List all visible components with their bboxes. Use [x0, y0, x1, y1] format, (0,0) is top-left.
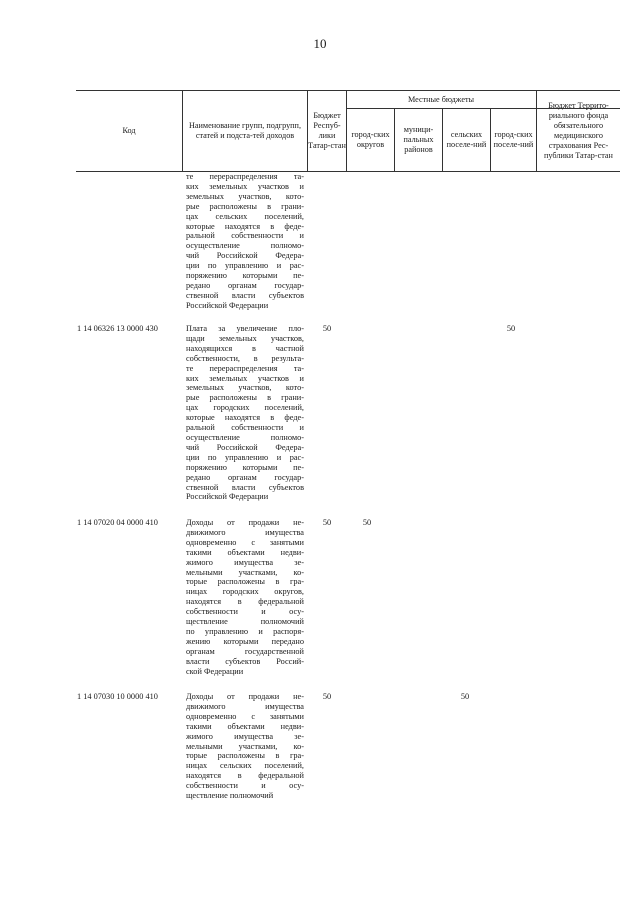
revenue-code: 1 14 07030 10 0000 410: [77, 692, 158, 701]
table-row: [76, 518, 620, 692]
revenue-name: [186, 172, 304, 311]
revenue-name-line: ких земельных участков и: [186, 373, 304, 383]
revenue-name-line: жимого имущества зе-: [186, 557, 304, 567]
revenue-name-line: поряжению которыми пе-: [186, 271, 304, 281]
revenue-name-line: те перераспределения та-: [186, 172, 304, 181]
revenue-name-line: собственности и осу-: [186, 607, 304, 617]
revenue-name: [186, 518, 304, 677]
revenue-name-line: одновременно с занятыми: [186, 537, 304, 547]
header-name: Наименование групп, подгрупп, статей и подста-тей доходов: [188, 121, 301, 140]
revenue-name-line: ственной власти субъектов: [186, 290, 304, 300]
revenue-name-line: рые расположены в грани-: [186, 393, 304, 403]
revenue-name-line: чий Российской Федера-: [186, 251, 304, 261]
revenue-code: 1 14 06326 13 0000 430: [77, 324, 158, 333]
revenue-name-line: ральной собственности и: [186, 423, 304, 433]
value-rural: 50: [460, 692, 470, 701]
revenue-name-line: одновременно с занятыми: [186, 711, 304, 721]
header-budget-rt: Бюджет Респуб-лики Татар-стан: [308, 111, 346, 150]
header-code: Код: [122, 126, 136, 135]
revenue-name-line: Доходы от продажи не-: [186, 518, 304, 527]
header-rural-settlements: сельских поселе-ний: [446, 129, 487, 149]
revenue-name: [186, 692, 304, 801]
revenue-name-line: ции по управлению и рас-: [186, 261, 304, 271]
revenue-name-line: которые находятся в феде-: [186, 413, 304, 423]
table-header: [76, 90, 620, 172]
revenue-name-line: ществление полномочий: [186, 791, 274, 801]
table-row: [76, 324, 620, 518]
revenue-name-line: Плата за увеличение пло-: [186, 324, 304, 333]
revenue-name-line: ницах городских округов,: [186, 587, 304, 597]
header-local-budgets: Местные бюджеты: [407, 94, 475, 104]
header-municipal-districts: муници-пальных районов: [403, 124, 434, 154]
revenue-name-line: такими объектами недви-: [186, 721, 304, 731]
revenue-name-line: торые расположены в гра-: [186, 577, 304, 587]
revenue-name-line: находятся в федеральной: [186, 771, 304, 781]
revenue-name-line: ральной собственности и: [186, 231, 304, 241]
revenue-name-line: мельными участками, ко-: [186, 741, 304, 751]
revenue-name-line: торые расположены в гра-: [186, 751, 304, 761]
revenue-name-line: органам государственной: [186, 646, 304, 656]
revenue-name-line: редано органам государ-: [186, 280, 304, 290]
revenue-name-line: жению которыми передано: [186, 636, 304, 646]
revenue-name-line: жимого имущества зе-: [186, 731, 304, 741]
revenue-name-line: собственности и осу-: [186, 781, 304, 791]
revenue-name-line: движимого имущества: [186, 701, 304, 711]
revenue-name-line: по управлению и распоря-: [186, 626, 304, 636]
revenue-name-line: земельных участков, кото-: [186, 383, 304, 393]
revenue-name: [186, 324, 304, 502]
revenue-table: [76, 90, 620, 832]
revenue-name-line: осуществление полномо-: [186, 241, 304, 251]
page-number: 10: [313, 36, 327, 51]
value-budget-rt: 50: [322, 324, 332, 333]
revenue-name-line: ской Федерации: [186, 666, 244, 676]
revenue-name-line: ственной власти субъектов: [186, 482, 304, 492]
value-city: 50: [362, 518, 372, 527]
revenue-name-line: находятся в федеральной: [186, 597, 304, 607]
revenue-name-line: рые расположены в грани-: [186, 201, 304, 211]
revenue-name-line: такими объектами недви-: [186, 547, 304, 557]
revenue-name-line: находящихся в частной: [186, 343, 304, 353]
value-urban: 50: [506, 324, 516, 333]
revenue-name-line: ких земельных участков и: [186, 181, 304, 191]
revenue-name-line: которые находятся в феде-: [186, 221, 304, 231]
value-budget-rt: 50: [322, 518, 332, 527]
revenue-code: 1 14 07020 04 0000 410: [77, 518, 158, 527]
revenue-name-line: чий Российской Федера-: [186, 442, 304, 452]
revenue-name-line: Доходы от продажи не-: [186, 692, 304, 701]
revenue-name-line: земельных участков, кото-: [186, 191, 304, 201]
table-row: [76, 692, 620, 832]
revenue-name-line: ществление полномочий: [186, 617, 304, 627]
revenue-name-line: поряжению которыми пе-: [186, 462, 304, 472]
revenue-name-line: осуществление полномо-: [186, 432, 304, 442]
table-body: [76, 172, 620, 832]
revenue-name-line: щади земельных участков,: [186, 333, 304, 343]
revenue-name-line: Российской Федерации: [186, 300, 269, 310]
revenue-name-line: собственности, в результа-: [186, 353, 304, 363]
revenue-name-line: те перераспределения та-: [186, 363, 304, 373]
header-urban-settlements: город-ских поселе-ний: [493, 129, 534, 149]
revenue-name-line: власти субъектов Россий-: [186, 656, 304, 666]
revenue-name-line: мельными участками, ко-: [186, 567, 304, 577]
revenue-name-line: редано органам государ-: [186, 472, 304, 482]
table-row: [76, 172, 620, 324]
revenue-name-line: Российской Федерации: [186, 492, 269, 502]
revenue-name-line: цах городских поселений,: [186, 403, 304, 413]
revenue-name-line: ницах сельских поселений,: [186, 761, 304, 771]
revenue-name-line: ции по управлению и рас-: [186, 452, 304, 462]
revenue-name-line: цах сельских поселений,: [186, 211, 304, 221]
header-city-districts: город-ских округов: [351, 129, 390, 149]
value-budget-rt: 50: [322, 692, 332, 701]
revenue-name-line: движимого имущества: [186, 527, 304, 537]
header-tfoms: Бюджет Террито-риального фонда обязательного медицинского страхования Рес-публики Татар-стан: [544, 101, 613, 160]
